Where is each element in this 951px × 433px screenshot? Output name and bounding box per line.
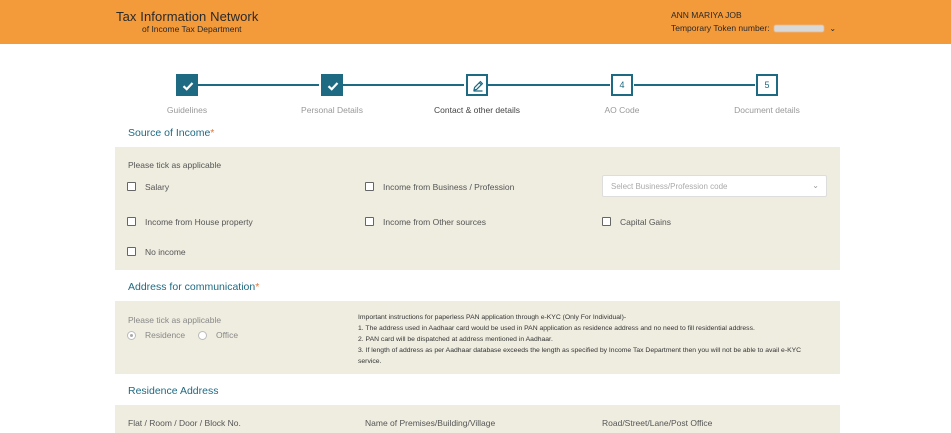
radio-residence[interactable] [127,331,136,340]
checkbox-salary[interactable] [127,182,136,191]
brand-subtitle: of Income Tax Department [142,24,242,34]
label-capital-gains: Capital Gains [620,217,672,227]
token-dropdown[interactable] [671,23,836,33]
ekyc-instruction-3-cont: service. [358,358,382,365]
address-communication-title: Address for communication* [128,281,260,293]
step-label-ao-code: AO Code [604,105,640,115]
label-premises-building: Name of Premises/Building/Village [365,418,496,428]
top-header-bar [0,0,951,44]
checkbox-no-income[interactable] [127,247,136,256]
step-2-personal-details[interactable] [321,74,343,96]
ekyc-instruction-1: 1. The address used in Aadhaar card would be used in PAN application as residence address and no need to fill residential address. [358,325,755,332]
required-mark: * [255,281,260,293]
label-house-property: Income from House property [145,217,253,227]
step-connector [488,84,610,86]
step-connector [634,84,755,86]
edit-icon [471,79,485,93]
label-residence: Residence [145,330,186,340]
label-salary: Salary [145,182,170,192]
income-hint: Please tick as applicable [128,160,222,170]
step-label-guidelines: Guidelines [166,105,208,115]
address-hint: Please tick as applicable [128,315,222,325]
step-label-contact-details: Contact & other details [434,105,520,115]
source-of-income-panel [115,147,840,270]
step-5-document-details[interactable]: 5 [756,74,778,96]
step-connector [343,84,464,86]
check-icon [326,79,340,93]
step-3-contact-details[interactable] [466,74,488,96]
checkbox-house-property[interactable] [127,217,136,226]
step-1-guidelines[interactable] [176,74,198,96]
ekyc-instruction-3: 3. If length of address as per Aadhaar database exceeds the length as specified by Income Tax Department then you will not be able to avail e-KYC [358,347,802,354]
step-label-document-details: Document details [734,105,800,115]
checkbox-capital-gains[interactable] [602,217,611,226]
check-icon [181,79,195,93]
chevron-down-icon: ⌄ [812,181,819,190]
label-other-sources: Income from Other sources [383,217,486,227]
token-label: Temporary Token number: [671,23,770,33]
ekyc-instruction-2: 2. PAN card will be dispatched at address mentioned in Aadhaar. [358,336,553,343]
radio-office[interactable] [198,331,207,340]
residence-address-title: Residence Address [128,385,219,397]
label-flat-room-door: Flat / Room / Door / Block No. [128,418,241,428]
step-4-ao-code[interactable]: 4 [611,74,633,96]
checkbox-other-sources[interactable] [365,217,374,226]
business-code-select[interactable] [602,175,827,197]
brand-title: Tax Information Network [116,9,259,24]
step-label-personal-details: Personal Details [301,105,363,115]
label-business-profession: Income from Business / Profession [383,182,515,192]
required-mark: * [210,127,215,139]
ekyc-instructions-heading: Important instructions for paperless PAN application through e-KYC (Only For Individual)- [358,314,627,321]
label-no-income: No income [145,247,186,257]
chevron-down-icon[interactable]: ⌄ [829,24,837,33]
source-of-income-title: Source of Income* [128,127,215,139]
checkbox-business-profession[interactable] [365,182,374,191]
token-number-redacted [774,25,824,32]
user-name: ANN MARIYA JOB [671,10,742,20]
business-code-placeholder: Select Business/Profession code [611,182,728,191]
label-road-street: Road/Street/Lane/Post Office [602,418,713,428]
step-connector [198,84,319,86]
label-office: Office [216,330,239,340]
